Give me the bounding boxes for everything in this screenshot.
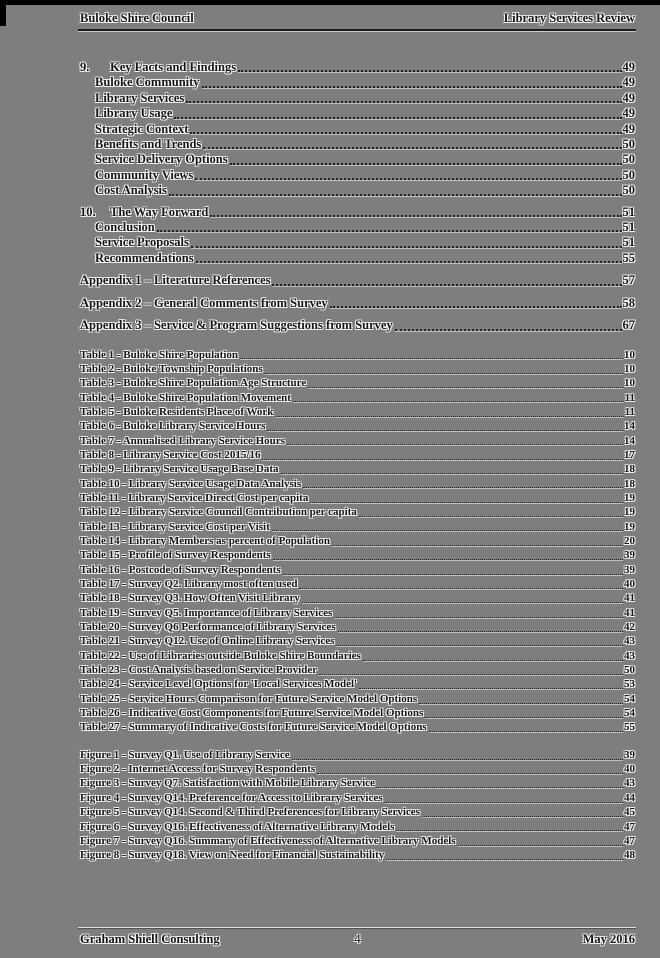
toc-entry-label: Table 4 - Buloke Shire Population Movement <box>80 391 291 404</box>
toc-section-entry <box>80 251 635 266</box>
dot-leader <box>386 859 623 860</box>
toc-entry-label: Library Usage <box>95 106 173 121</box>
toc-entry-label: Figure 2 - Internet Access for Survey Respondents <box>80 763 316 776</box>
dot-leader <box>308 387 623 388</box>
toc-entry-page: 67 <box>622 318 635 333</box>
dot-leader <box>332 545 623 546</box>
dot-leader <box>425 717 623 718</box>
toc-figure-entry <box>80 776 635 790</box>
toc-entry-page: 55 <box>624 721 635 734</box>
scan-edge-top <box>0 0 660 5</box>
toc-appendix-entry <box>80 273 635 288</box>
toc-entry-page: 50 <box>622 137 635 152</box>
toc-appendix-entry <box>80 318 635 333</box>
dot-leader <box>210 215 621 217</box>
toc-section-entry <box>80 235 635 250</box>
dot-leader <box>299 588 623 589</box>
toc-entry-label: Conclusion <box>95 220 155 235</box>
footer-date-text: May 2016 <box>582 932 635 946</box>
toc-table-entry <box>80 548 635 562</box>
toc-entry-page: 39 <box>624 748 635 761</box>
toc-entry-label: Strategic Context <box>95 121 189 136</box>
header-rule <box>78 29 636 31</box>
toc-entry-page: 41 <box>624 592 635 605</box>
toc-table-entry <box>80 362 635 376</box>
toc-table-entry <box>80 663 635 677</box>
toc-entry-label: Table 2 - Buloke Township Populations <box>80 362 263 375</box>
dot-leader <box>275 416 623 417</box>
toc-entry-page: 40 <box>624 578 635 590</box>
toc-entry-label: Table 13 - Library Service Cost per Visit <box>80 520 270 533</box>
toc-entry-label: Library Services <box>95 90 185 105</box>
toc-tables-list <box>80 348 635 735</box>
toc-table-entry <box>80 563 635 577</box>
footer-rule <box>78 927 636 928</box>
toc-table-entry <box>80 405 635 419</box>
dot-leader <box>191 246 622 248</box>
toc-entry-label: Table 8 - Library Service Cost 2015/16 <box>80 448 261 461</box>
dot-leader <box>186 101 621 103</box>
toc-section-entry <box>80 91 635 106</box>
toc-entry-label: Table 15 - Profile of Survey Respondents <box>80 549 271 562</box>
toc-entry-label: Table 16 - Postcode of Survey Respondents <box>80 563 281 576</box>
toc-entry-page: 55 <box>622 250 635 265</box>
dot-leader <box>203 147 621 149</box>
dot-leader <box>303 487 623 488</box>
toc-table-entry <box>80 348 635 362</box>
toc-table-entry <box>80 434 635 448</box>
toc-section-entry <box>80 106 635 121</box>
toc-entry-page: 57 <box>622 273 635 288</box>
toc-entry-page: 20 <box>624 534 635 547</box>
dot-leader <box>230 163 622 165</box>
toc-entry-page: 50 <box>622 167 635 182</box>
toc-entry-page: 51 <box>622 204 635 219</box>
toc-entry-page: 10 <box>624 377 635 390</box>
toc-table-entry <box>80 477 635 491</box>
dot-leader <box>338 631 623 632</box>
dot-leader <box>287 444 623 445</box>
dot-leader <box>336 645 623 646</box>
toc-entry-label: Table 12 - Library Service Council Contribution per capita <box>80 506 357 519</box>
toc-entry-label: Figure 3 - Survey Q7. Satisfaction with Mobile Library Service <box>80 777 375 790</box>
toc-table-entry <box>80 419 635 433</box>
toc-table-entry <box>80 591 635 605</box>
toc-figure-entry <box>80 848 635 862</box>
dot-leader <box>265 373 623 374</box>
dot-leader <box>240 358 623 359</box>
toc-entry-label: Table 23 - Cost Analysis based on Service Provider <box>80 664 318 677</box>
page-header <box>80 11 635 26</box>
dot-leader <box>262 459 623 460</box>
toc-entry-label: Cost Analysis <box>95 183 167 198</box>
toc-entry-page: 19 <box>624 520 635 533</box>
toc-table-entry <box>80 491 635 505</box>
dot-leader <box>273 559 623 560</box>
toc-figures-list <box>80 748 635 863</box>
dot-leader <box>195 178 621 180</box>
toc-entry-label: Table 18 - Survey Q3. How Often Visit Library <box>80 592 300 605</box>
toc-table-entry <box>80 520 635 534</box>
toc-appendices-list <box>80 273 635 333</box>
dot-leader <box>283 574 623 575</box>
toc-entry-page: 18 <box>624 463 635 476</box>
dot-leader <box>272 530 623 531</box>
toc-entry-page: 51 <box>622 235 635 250</box>
toc-entry-page: 47 <box>624 834 635 847</box>
toc-entry-label: Service Proposals <box>95 235 189 250</box>
toc-entry-label: Table 27 - Summary of Indicative Costs for Future Service Model Options <box>80 721 427 734</box>
toc-table-entry <box>80 577 635 591</box>
toc-entry-page: 18 <box>624 477 635 490</box>
toc-entry-page: 10 <box>624 362 635 375</box>
toc-entry-page: 47 <box>624 820 635 833</box>
dot-leader <box>238 70 621 72</box>
dot-leader <box>272 284 621 286</box>
toc-entry-label: Table 26 - Indicative Cost Components for Future Service Model Options <box>80 707 424 720</box>
dot-leader <box>196 261 622 263</box>
toc-section-entry <box>80 152 635 167</box>
toc-section-entry <box>80 168 635 183</box>
toc-table-entry <box>80 634 635 648</box>
toc-table-entry <box>80 720 635 734</box>
toc-section-entry <box>80 137 635 152</box>
toc-entry-label: Table 22 - Use of Libraries outside Buloke Shire Boundaries <box>80 649 361 662</box>
dot-leader <box>202 86 622 88</box>
toc-figure-entry <box>80 748 635 762</box>
toc-entry-page: 43 <box>624 635 635 648</box>
toc-entry-label: Table 11 - Library Service Direct Cost per capita <box>80 491 309 504</box>
dot-leader <box>157 230 622 232</box>
toc-entry-page: 10 <box>624 348 635 361</box>
toc-entry-page: 19 <box>624 491 635 504</box>
dot-leader <box>363 660 623 661</box>
toc-entry-page: 42 <box>624 621 635 634</box>
toc-figure-entry <box>80 820 635 834</box>
dot-leader <box>310 502 623 503</box>
toc-table-entry <box>80 534 635 548</box>
dot-leader <box>174 117 621 119</box>
toc-section-entry <box>80 122 635 137</box>
table-of-contents <box>80 60 635 863</box>
toc-entry-label: Table 5 - Buloke Residents Place of Work <box>80 405 274 418</box>
dot-leader <box>419 703 623 704</box>
toc-table-entry <box>80 606 635 620</box>
toc-figure-entry <box>80 834 635 848</box>
toc-section-entry <box>80 183 635 198</box>
toc-entry-label: Table 3 - Buloke Shire Population Age Structure <box>80 377 307 390</box>
toc-entry-label: Table 17 - Survey Q2. Library most often used <box>80 578 298 590</box>
toc-entry-label: Table 21 - Survey Q12. Use of Online Library Services <box>80 635 335 648</box>
toc-entry-label: Buloke Community <box>95 75 200 90</box>
toc-entry-page: 43 <box>624 649 635 662</box>
toc-entry-label: Figure 7 - Survey Q16. Summary of Effectiveness of Alternative Library Models <box>80 834 456 847</box>
toc-figure-entry <box>80 805 635 819</box>
toc-entry-page: 45 <box>624 806 635 819</box>
toc-entry-label: Table 20 - Survey Q6 Performance of Library Services <box>80 621 336 634</box>
toc-table-entry <box>80 462 635 476</box>
toc-section-entry <box>80 205 635 220</box>
toc-table-entry <box>80 448 635 462</box>
toc-entry-page: 49 <box>622 90 635 105</box>
toc-entry-page: 19 <box>624 506 635 519</box>
toc-entry-label: Benefits and Trends <box>95 137 202 152</box>
toc-entry-page: 39 <box>624 563 635 576</box>
toc-entry-page: 49 <box>622 60 635 74</box>
dot-leader <box>359 688 623 689</box>
dot-leader <box>292 759 623 760</box>
dot-leader <box>281 473 624 474</box>
toc-entry-label: Table 6 - Buloke Library Service Hours <box>80 420 266 433</box>
toc-entry-label: Table 1 - Buloke Shire Population <box>80 348 239 361</box>
toc-entry-page: 54 <box>624 692 635 705</box>
toc-section-entry <box>80 75 635 90</box>
toc-entry-page: 41 <box>624 606 635 619</box>
toc-entry-page: 39 <box>624 549 635 562</box>
toc-entry-label: Figure 6 - Survey Q16. Effectiveness of Alternative Library Models <box>80 820 395 833</box>
dot-leader <box>422 816 623 817</box>
dot-leader <box>330 306 622 308</box>
toc-table-entry <box>80 505 635 519</box>
header-left-text: Buloke Shire Council <box>80 11 194 25</box>
toc-entry-page: 53 <box>624 678 635 691</box>
toc-entry-page: 50 <box>624 664 635 677</box>
toc-entry-page: 50 <box>622 152 635 167</box>
toc-table-entry <box>80 706 635 720</box>
toc-entry-page: 11 <box>624 391 635 404</box>
dot-leader <box>458 845 623 846</box>
toc-table-entry <box>80 649 635 663</box>
toc-entry-label: Table 9 - Library Service Usage Base Data <box>80 463 279 476</box>
toc-table-entry <box>80 677 635 691</box>
toc-section-entry <box>80 220 635 235</box>
toc-entry-label: Appendix 1 – Literature References <box>80 273 271 288</box>
toc-entry-number: 10. <box>80 204 96 219</box>
toc-entry-page: 40 <box>624 763 635 776</box>
dot-leader <box>190 132 621 134</box>
toc-entry-label: Figure 5 - Survey Q14. Second & Third Preferences for Library Services <box>80 806 420 819</box>
toc-entry-page: 44 <box>624 791 635 804</box>
toc-entry-label: Table 14 - Library Members as percent of Population <box>80 534 330 547</box>
toc-entry-page: 49 <box>622 106 635 121</box>
toc-sections-list <box>80 60 635 266</box>
toc-table-entry <box>80 692 635 706</box>
footer-page-number: 4 <box>354 931 361 946</box>
toc-entry-page: 11 <box>624 405 635 418</box>
dot-leader <box>302 602 623 603</box>
toc-entry-label: Table 19 - Survey Q5. Importance of Library Services <box>80 606 333 619</box>
toc-entry-label: Recommendations <box>95 250 194 265</box>
toc-entry-label: The Way Forward <box>110 204 209 219</box>
toc-entry-label: Table 24 - Service Level Options for 'Local Services Model' <box>80 678 358 691</box>
dot-leader <box>359 516 623 517</box>
toc-entry-page: 54 <box>624 707 635 720</box>
toc-entry-page: 17 <box>624 448 635 461</box>
toc-table-entry <box>80 391 635 405</box>
toc-entry-label: Figure 4 - Survey Q14. Preference for Access to Library Services <box>80 791 383 804</box>
dot-leader <box>293 401 624 402</box>
toc-entry-page: 14 <box>624 420 635 433</box>
toc-entry-label: Key Facts and Findings <box>110 60 237 74</box>
dot-leader <box>377 787 623 788</box>
toc-entry-label: Service Delivery Options <box>95 152 228 167</box>
dot-leader <box>169 194 622 196</box>
toc-entry-page: 14 <box>624 434 635 447</box>
toc-entry-label: Appendix 2 – General Comments from Survey <box>80 295 328 310</box>
toc-table-entry <box>80 620 635 634</box>
toc-appendix-entry <box>80 296 635 311</box>
toc-entry-page: 58 <box>622 295 635 310</box>
dot-leader <box>395 329 622 331</box>
header-right-text: Library Services Review <box>503 11 635 25</box>
toc-table-entry <box>80 376 635 390</box>
toc-section-entry <box>80 60 635 75</box>
toc-entry-label: Figure 1 - Survey Q1. Use of Library Service <box>80 748 290 761</box>
toc-entry-label: Community Views <box>95 167 194 182</box>
dot-leader <box>385 802 623 803</box>
scan-edge-corner <box>0 0 6 26</box>
dot-leader <box>317 773 623 774</box>
toc-figure-entry <box>80 791 635 805</box>
footer-author-text: Graham Shiell Consulting <box>80 932 220 946</box>
dot-leader <box>396 830 623 831</box>
toc-entry-label: Table 25 - Service Hours Comparison for Future Service Model Options <box>80 692 418 705</box>
toc-entry-label: Figure 8 - Survey Q18. View on Need for Financial Sustainability <box>80 849 385 862</box>
dot-leader <box>267 430 623 431</box>
dot-leader <box>319 674 623 675</box>
toc-entry-page: 51 <box>622 220 635 235</box>
dot-leader <box>429 731 623 732</box>
toc-entry-number: 9. <box>80 60 90 74</box>
toc-figure-entry <box>80 762 635 776</box>
toc-entry-page: 48 <box>624 849 635 862</box>
toc-entry-label: Table 7 - Annualised Library Service Hours <box>80 434 285 447</box>
dot-leader <box>334 617 623 618</box>
toc-entry-page: 49 <box>622 75 635 90</box>
toc-entry-label: Appendix 3 – Service & Program Suggestions from Survey <box>80 318 393 333</box>
toc-entry-page: 43 <box>624 777 635 790</box>
toc-entry-page: 49 <box>622 121 635 136</box>
toc-entry-label: Table 10 - Library Service Usage Data Analysis <box>80 477 302 490</box>
toc-entry-page: 50 <box>622 183 635 198</box>
